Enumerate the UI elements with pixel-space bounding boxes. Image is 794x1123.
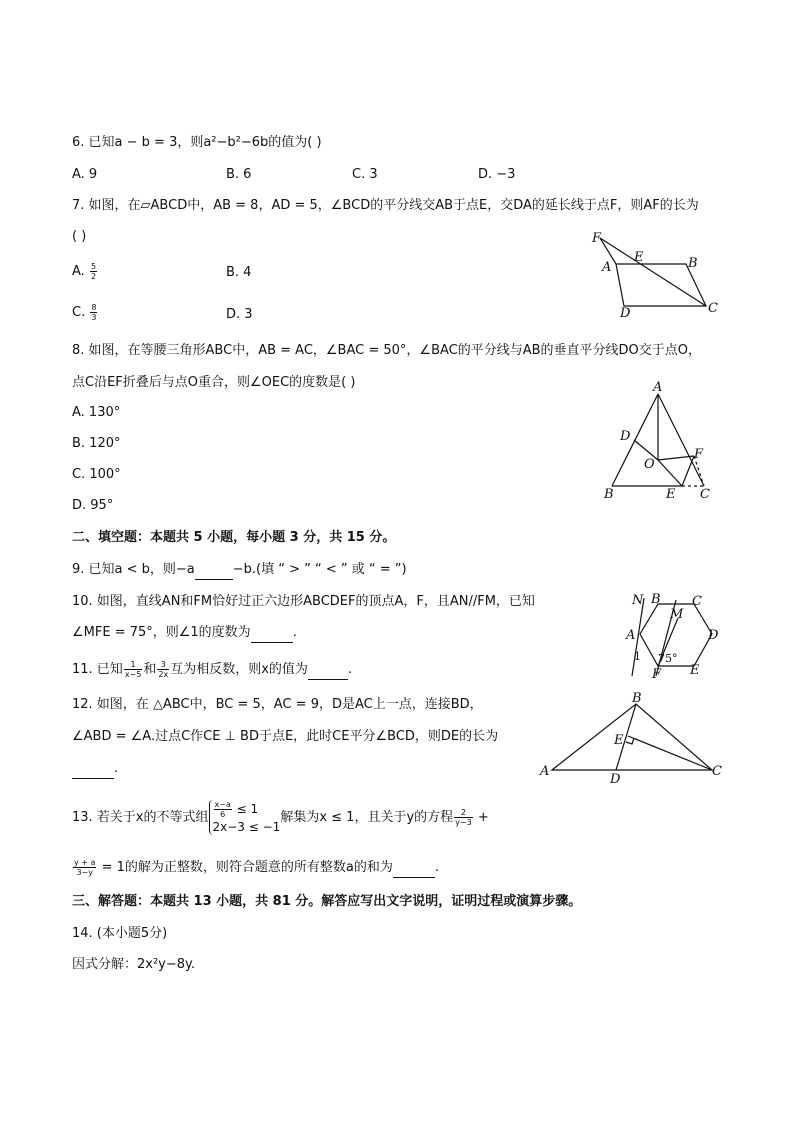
label-a: A [626,628,636,643]
q13-equation-fraction [454,808,473,827]
label-f: F [694,447,704,462]
fold-ef [682,456,694,486]
label-b: B [604,487,614,502]
section-2-heading: 二、填空题：本题共 5 小题，每小题 3 分，共 15 分。 [72,530,396,545]
q10-stem-2 [72,624,297,643]
q13-text-after: = 1的解为正整数，则符合题意的所有整数a的和为 [97,860,393,875]
segment-ce [628,736,712,770]
q7-option-c-fraction [90,303,97,322]
fraction-denominator: x−5 [124,670,142,679]
q11-prefix: 11. 已知 [72,662,123,677]
fraction-numerator: 5 [90,262,97,271]
side-ab [612,394,658,486]
fraction-denominator: 2x [158,670,169,679]
label-m: M [670,607,684,622]
fraction-denominator: 3 [91,313,97,322]
q7-paren: ( ) [72,229,87,244]
q12-stem-3 [72,760,118,779]
q12-answer-blank [72,760,114,779]
label-angle-1: 1 [634,650,641,663]
label-b: B [688,256,698,271]
q7-stem: 7. 如图，在▱ABCD中，AB = 8，AD = 5，∠BCD的平分线交AB于点E，交DA的延长线于点F，则AF的长为 [72,198,699,213]
label-c: C [700,487,710,502]
q13-text-end: . [434,860,439,875]
label-b: B [651,592,661,607]
q8-option-a: A. 130° [72,405,121,420]
label-c: C [712,764,722,779]
q10-hexagon-figure [616,588,726,680]
fraction-denominator: 2 [90,272,97,281]
q14-text: 因式分解：2x²y−8y. [72,957,196,972]
fraction-denominator: 3−y [76,868,93,877]
q13-inequality-1 [213,800,281,819]
section-3-heading: 三、解答题：本题共 13 小题，共 81 分。解答应写出文字说明，证明过程或演算步骤。 [72,894,582,909]
q7-parallelogram-figure [588,228,728,320]
q6-option-c: C. 3 [352,167,378,182]
q9-text-before: 9. 已知a < b，则−a [72,562,195,577]
q6-option-a: A. 9 [72,167,98,182]
fraction-numerator: 1 [124,660,143,670]
label-f: F [592,231,602,246]
fraction-numerator: x−a [214,800,231,809]
q13-inequality-system [209,800,281,835]
q10-answer-blank [251,624,293,643]
q11-suffix: 互为相反数，则x的值为 [170,662,308,677]
q11-mid: 和 [143,662,157,677]
fraction-numerator: 8 [91,303,97,312]
label-e: E [666,487,676,502]
fraction-numerator: 3 [157,660,169,670]
label-f: F [652,667,662,682]
q8-option-c: C. 100° [72,467,121,482]
q10-stem: 10. 如图，直线AN和FM恰好过正六边形ABCDEF的顶点A，F，且AN//FM，已知 [72,594,535,609]
q10-text-before: ∠MFE = 75°，则∠1的度数为 [72,625,251,640]
q7-option-a-label: A. [72,264,89,279]
q7-option-c [72,303,98,322]
label-b: B [632,691,642,706]
q11-suffix-end: . [347,662,353,677]
q12-stem-2: ∠ABD = ∠A.过点C作CE ⊥ BD于点E，此时CE平分∠BCD，则DE的长为 [72,729,499,744]
q11-answer-blank [308,661,348,680]
q13-mid: 解集为x ≤ 1，且关于y的方程 [280,810,454,825]
q13-equation-fraction-2 [73,858,96,877]
side-ac [658,394,704,486]
q12-stem: 12. 如图，在 △ABC中，BC = 5，AC = 9，D是AC上一点，连接BD， [72,697,483,712]
q9-stem [72,561,407,580]
q9-text-after: −b.(填 “ > ” “ < ” 或 “ = ”) [232,562,407,577]
label-c: C [692,594,702,609]
right-angle-mark [626,738,634,744]
q8-option-b: B. 120° [72,436,121,451]
q7-option-a [72,262,98,281]
q6-option-d: D. −3 [478,167,516,182]
q9-answer-blank [195,561,233,580]
label-e: E [634,250,644,265]
q13-plus: + [473,810,489,825]
q11-fraction-2 [157,660,169,679]
q8-stem-2: 点C沿EF折叠后与点O重合，则∠OEC的度数是( ) [72,375,356,390]
label-a: A [602,260,612,275]
q13-stem [72,800,489,835]
fraction-denominator: 6 [220,810,226,819]
q12-text-after: . [114,761,119,776]
label-e: E [690,663,700,678]
q13-inequality-1-fraction [214,800,232,819]
label-a: A [653,380,663,395]
q7-option-a-fraction [90,262,97,281]
q8-stem: 8. 如图，在等腰三角形ABC中，AB = AC，∠BAC = 50°，∠BAC的平分线与AB的垂直平分线DO交于点O， [72,343,702,358]
fraction-numerator: 2 [454,808,473,818]
label-d: D [708,628,719,643]
fraction-denominator: y−3 [455,818,472,827]
q7-option-b: B. 4 [226,265,252,280]
q7-option-d: D. 3 [226,307,253,322]
label-d: D [610,772,621,787]
fraction-numerator: y + a [74,858,96,867]
q7-option-c-label: C. [72,305,90,320]
q13-stem-2 [72,858,439,878]
q6-option-b: B. 6 [226,167,252,182]
label-c: C [708,301,718,316]
q13-answer-blank [393,859,435,878]
q13-inequality-2: 2x−3 ≤ −1 [212,820,281,834]
q8-isosceles-triangle-figure [598,378,718,500]
q13-prefix: 13. 若关于x的不等式组 [72,810,209,825]
q14-title: 14. (本小题5分) [72,926,168,941]
label-d: D [620,306,631,321]
q11-stem [72,660,352,680]
q6-stem: 6. 已知a − b = 3，则a²−b²−6b的值为( ) [72,135,322,150]
label-75-degrees: 75° [658,652,678,665]
q13-inequality-1-relation: ≤ 1 [232,802,259,816]
label-e: E [614,733,624,748]
q8-option-d: D. 95° [72,498,114,513]
line-of [658,456,694,460]
label-n: N [632,593,644,608]
q12-triangle-figure [536,691,726,787]
line-oe [658,460,682,486]
q10-text-after: . [292,625,297,640]
label-d: D [620,429,631,444]
label-a: A [540,764,550,779]
q11-fraction-1 [124,660,143,679]
label-o: O [644,457,655,472]
